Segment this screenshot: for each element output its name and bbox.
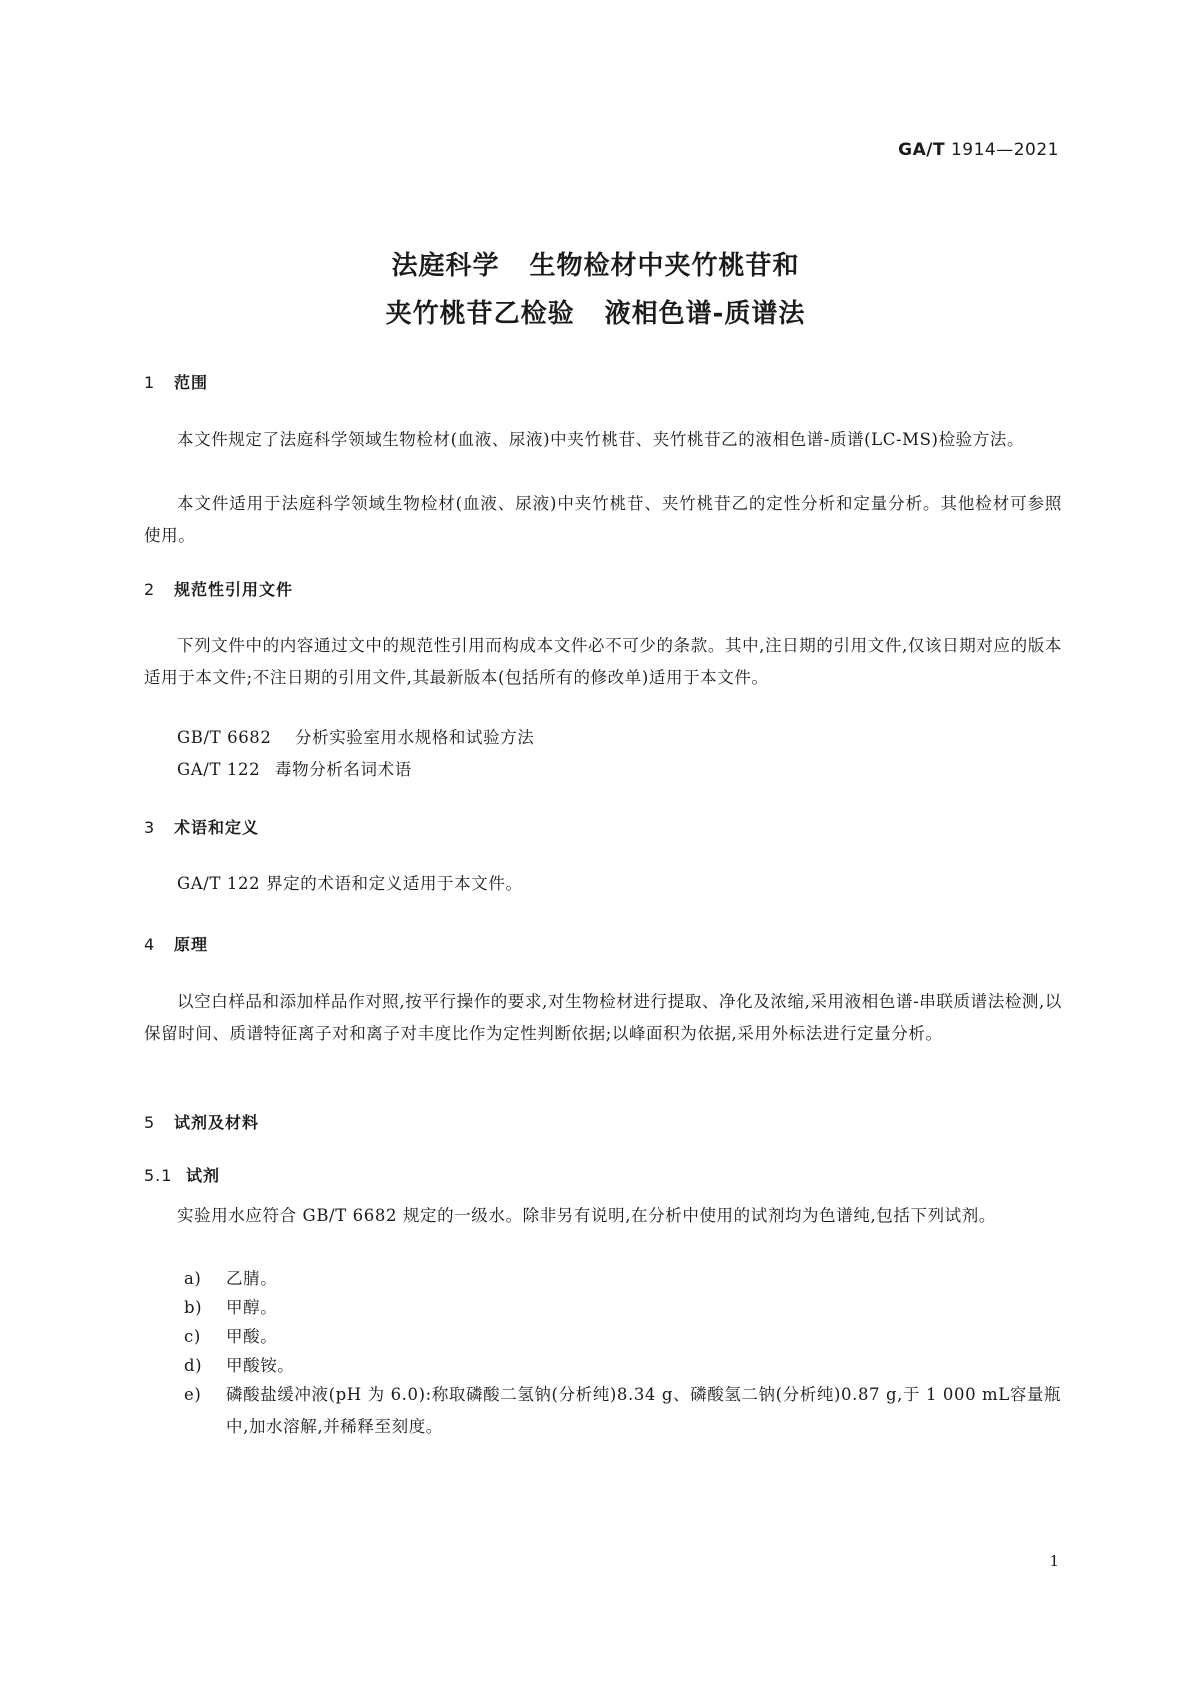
reagent-item-a xyxy=(184,1263,1062,1295)
document-code xyxy=(898,140,1059,160)
section-5-heading xyxy=(144,1110,259,1133)
section-4-heading xyxy=(144,932,208,955)
list-marker: b) xyxy=(184,1298,203,1317)
reagent-item-e xyxy=(184,1379,1062,1443)
section-2-heading xyxy=(144,577,293,600)
reagent-item-c xyxy=(184,1321,1062,1353)
normative-reference-2 xyxy=(177,756,412,780)
section-title: 术语和定义 xyxy=(174,818,260,837)
reference-name: 毒物分析名词术语 xyxy=(275,760,412,779)
section-title: 范围 xyxy=(174,373,209,392)
section-4-paragraph-1: 以空白样品和添加样品作对照,按平行操作的要求,对生物检材进行提取、净化及浓缩,采用液相色谱-串联质谱法检测,以保留时间、质谱特征离子对和离子对丰度比作为定性判断依据;以峰面积为依据,采用外标法进行定量分析。 xyxy=(144,992,1062,1043)
section-1-heading xyxy=(144,370,208,393)
reference-code: GB/T 6682 xyxy=(177,728,272,747)
list-marker: e) xyxy=(184,1385,202,1404)
document-code-number: 1914—2021 xyxy=(950,140,1059,160)
list-item-text: 乙腈。 xyxy=(226,1269,278,1288)
section-number: 3 xyxy=(144,818,156,837)
list-item-text: 甲酸铵。 xyxy=(226,1356,295,1375)
section-5-1-heading xyxy=(144,1163,220,1186)
list-item-text: 甲醇。 xyxy=(226,1298,278,1317)
reagent-item-d xyxy=(184,1350,1062,1382)
title-line-1-part-b: 生物检材中夹竹桃苷和 xyxy=(529,251,800,281)
reagent-item-b xyxy=(184,1292,1062,1324)
document-title xyxy=(0,242,1191,338)
section-number: 5 xyxy=(144,1113,156,1132)
list-marker: a) xyxy=(184,1269,202,1288)
document-code-prefix: GA/T xyxy=(898,140,946,160)
normative-reference-1 xyxy=(177,724,534,748)
section-number: 5.1 xyxy=(144,1166,173,1185)
list-item-text: 磷酸盐缓冲液(pH 为 6.0):称取磷酸二氢钠(分析纯)8.34 g、磷酸氢二钠(分析纯)0.87 g,于 1 000 mL容量瓶中,加水溶解,并稀释至刻度。 xyxy=(226,1385,1062,1436)
section-3-heading xyxy=(144,815,259,838)
title-line-2-part-a: 夹竹桃苷乙检验 xyxy=(385,299,575,329)
section-title: 原理 xyxy=(174,935,209,954)
title-line-1 xyxy=(0,242,1191,290)
section-number: 4 xyxy=(144,935,156,954)
section-title: 规范性引用文件 xyxy=(174,580,294,599)
section-title: 试剂及材料 xyxy=(174,1113,260,1132)
section-title: 试剂 xyxy=(186,1166,221,1185)
section-2-paragraph-1: 下列文件中的内容通过文中的规范性引用而构成本文件必不可少的条款。其中,注日期的引用文件,仅该日期对应的版本适用于本文件;不注日期的引用文件,其最新版本(包括所有的修改单)适用于本文件。 xyxy=(144,636,1062,687)
section-5-1-paragraph-1: 实验用水应符合 GB/T 6682 规定的一级水。除非另有说明,在分析中使用的试剂均为色谱纯,包括下列试剂。 xyxy=(177,1206,996,1225)
section-3-paragraph-1: GA/T 122 界定的术语和定义适用于本文件。 xyxy=(177,874,523,893)
list-marker: c) xyxy=(184,1327,201,1346)
list-item-text: 甲酸。 xyxy=(226,1327,278,1346)
list-marker: d) xyxy=(184,1356,203,1375)
reference-code: GA/T 122 xyxy=(177,760,261,779)
title-line-2 xyxy=(0,290,1191,338)
section-number: 2 xyxy=(144,580,156,599)
page-number: 1 xyxy=(1049,1552,1059,1570)
title-line-2-part-b: 液相色谱-质谱法 xyxy=(604,299,806,329)
reference-name: 分析实验室用水规格和试验方法 xyxy=(295,728,535,747)
section-1-paragraph-1: 本文件规定了法庭科学领域生物检材(血液、尿液)中夹竹桃苷、夹竹桃苷乙的液相色谱-质谱(LC-MS)检验方法。 xyxy=(177,430,1025,449)
section-number: 1 xyxy=(144,373,156,392)
section-1-paragraph-2: 本文件适用于法庭科学领域生物检材(血液、尿液)中夹竹桃苷、夹竹桃苷乙的定性分析和定量分析。其他检材可参照使用。 xyxy=(144,494,1062,545)
title-line-1-part-a: 法庭科学 xyxy=(391,251,500,281)
